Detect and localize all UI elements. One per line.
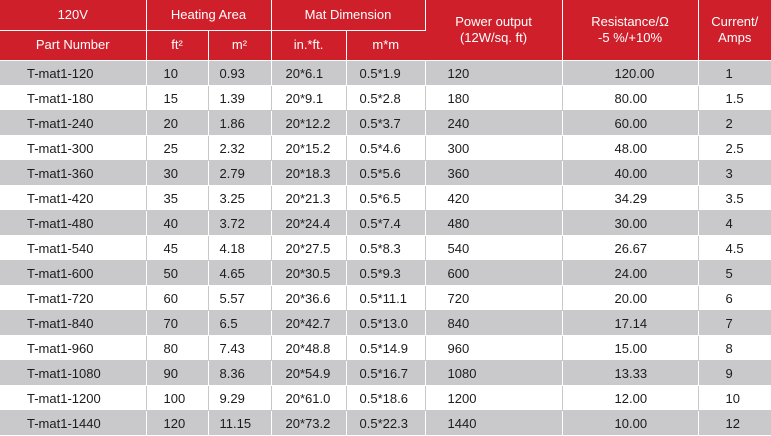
header-current (698, 0, 771, 61)
area-ft2-cell: 10 (146, 61, 208, 86)
resistance-cell: 13.33 (562, 361, 698, 386)
power-output-cell: 240 (425, 111, 562, 136)
power-output-cell: 300 (425, 136, 562, 161)
current-cell: 7 (698, 311, 771, 336)
area-ft2-cell: 70 (146, 311, 208, 336)
area-ft2-cell: 80 (146, 336, 208, 361)
resistance-cell: 12.00 (562, 386, 698, 411)
dimension-inft-cell: 20*36.6 (271, 286, 346, 311)
current-cell: 3.5 (698, 186, 771, 211)
area-ft2-cell: 40 (146, 211, 208, 236)
table-row (0, 211, 771, 236)
header-resistance-line1: Resistance/Ω (591, 13, 669, 29)
header-current-line2: Amps (718, 30, 752, 45)
part-number-cell: T-mat1-720 (0, 286, 146, 311)
dimension-inft-cell: 20*15.2 (271, 136, 346, 161)
resistance-cell: 48.00 (562, 136, 698, 161)
header-part-number: Part Number (0, 31, 146, 61)
header-power-output-line2: (12W/sq. ft) (459, 30, 528, 45)
dimension-inft-cell: 20*42.7 (271, 311, 346, 336)
dimension-inft-cell: 20*18.3 (271, 161, 346, 186)
part-number-cell: T-mat1-1200 (0, 386, 146, 411)
part-number-cell: T-mat1-960 (0, 336, 146, 361)
header-resistance (562, 0, 698, 61)
area-ft2-cell: 50 (146, 261, 208, 286)
header-current-line1: Current/ (711, 13, 759, 29)
resistance-cell: 17.14 (562, 311, 698, 336)
dimension-mm-cell: 0.5*4.6 (346, 136, 425, 161)
dimension-inft-cell: 20*6.1 (271, 61, 346, 86)
area-ft2-cell: 45 (146, 236, 208, 261)
current-cell: 4.5 (698, 236, 771, 261)
table-header (0, 0, 771, 61)
area-ft2-cell: 25 (146, 136, 208, 161)
dimension-mm-cell: 0.5*9.3 (346, 261, 425, 286)
resistance-cell: 80.00 (562, 86, 698, 111)
power-output-cell: 120 (425, 61, 562, 86)
header-m2: m² (208, 31, 271, 61)
dimension-mm-cell: 0.5*22.3 (346, 411, 425, 436)
dimension-mm-cell: 0.5*6.5 (346, 186, 425, 211)
area-ft2-cell: 90 (146, 361, 208, 386)
dimension-inft-cell: 20*21.3 (271, 186, 346, 211)
part-number-cell: T-mat1-420 (0, 186, 146, 211)
resistance-cell: 120.00 (562, 61, 698, 86)
table-row (0, 411, 771, 436)
header-mat-dimension: Mat Dimension (271, 0, 425, 31)
power-output-cell: 1080 (425, 361, 562, 386)
area-m2-cell: 2.79 (208, 161, 271, 186)
table-row (0, 236, 771, 261)
dimension-inft-cell: 20*24.4 (271, 211, 346, 236)
table-row (0, 111, 771, 136)
dimension-inft-cell: 20*73.2 (271, 411, 346, 436)
table-row (0, 386, 771, 411)
table-row (0, 361, 771, 386)
area-ft2-cell: 15 (146, 86, 208, 111)
area-ft2-cell: 35 (146, 186, 208, 211)
power-output-cell: 600 (425, 261, 562, 286)
table-row (0, 61, 771, 86)
area-m2-cell: 2.32 (208, 136, 271, 161)
dimension-mm-cell: 0.5*13.0 (346, 311, 425, 336)
dimension-mm-cell: 0.5*7.4 (346, 211, 425, 236)
header-m-m: m*m (346, 31, 425, 61)
current-cell: 2 (698, 111, 771, 136)
area-ft2-cell: 100 (146, 386, 208, 411)
current-cell: 5 (698, 261, 771, 286)
power-output-cell: 840 (425, 311, 562, 336)
resistance-cell: 20.00 (562, 286, 698, 311)
resistance-cell: 34.29 (562, 186, 698, 211)
area-m2-cell: 5.57 (208, 286, 271, 311)
area-m2-cell: 1.86 (208, 111, 271, 136)
dimension-inft-cell: 20*9.1 (271, 86, 346, 111)
dimension-mm-cell: 0.5*3.7 (346, 111, 425, 136)
dimension-mm-cell: 0.5*5.6 (346, 161, 425, 186)
power-output-cell: 540 (425, 236, 562, 261)
header-ft2: ft² (146, 31, 208, 61)
header-power-output-line1: Power output (455, 13, 532, 29)
current-cell: 9 (698, 361, 771, 386)
area-m2-cell: 9.29 (208, 386, 271, 411)
resistance-cell: 26.67 (562, 236, 698, 261)
header-row-top (0, 0, 771, 31)
area-m2-cell: 6.5 (208, 311, 271, 336)
area-m2-cell: 3.25 (208, 186, 271, 211)
power-output-cell: 1440 (425, 411, 562, 436)
header-resistance-line2: -5 %/+10% (598, 30, 662, 45)
area-m2-cell: 4.65 (208, 261, 271, 286)
power-output-cell: 480 (425, 211, 562, 236)
power-output-cell: 1200 (425, 386, 562, 411)
part-number-cell: T-mat1-180 (0, 86, 146, 111)
dimension-mm-cell: 0.5*1.9 (346, 61, 425, 86)
area-ft2-cell: 60 (146, 286, 208, 311)
area-m2-cell: 7.43 (208, 336, 271, 361)
part-number-cell: T-mat1-840 (0, 311, 146, 336)
table-row (0, 86, 771, 111)
part-number-cell: T-mat1-240 (0, 111, 146, 136)
table-row (0, 286, 771, 311)
part-number-cell: T-mat1-1080 (0, 361, 146, 386)
current-cell: 6 (698, 286, 771, 311)
current-cell: 8 (698, 336, 771, 361)
part-number-cell: T-mat1-120 (0, 61, 146, 86)
header-heating-area: Heating Area (146, 0, 271, 31)
current-cell: 12 (698, 411, 771, 436)
resistance-cell: 60.00 (562, 111, 698, 136)
table-row (0, 161, 771, 186)
power-output-cell: 180 (425, 86, 562, 111)
table-row (0, 136, 771, 161)
dimension-mm-cell: 0.5*11.1 (346, 286, 425, 311)
power-output-cell: 720 (425, 286, 562, 311)
power-output-cell: 360 (425, 161, 562, 186)
dimension-mm-cell: 0.5*2.8 (346, 86, 425, 111)
current-cell: 3 (698, 161, 771, 186)
area-m2-cell: 1.39 (208, 86, 271, 111)
dimension-mm-cell: 0.5*18.6 (346, 386, 425, 411)
header-voltage: 120V (0, 0, 146, 31)
area-ft2-cell: 20 (146, 111, 208, 136)
table-row (0, 261, 771, 286)
part-number-cell: T-mat1-1440 (0, 411, 146, 436)
dimension-inft-cell: 20*61.0 (271, 386, 346, 411)
table-row (0, 186, 771, 211)
part-number-cell: T-mat1-360 (0, 161, 146, 186)
part-number-cell: T-mat1-540 (0, 236, 146, 261)
dimension-inft-cell: 20*27.5 (271, 236, 346, 261)
area-m2-cell: 0.93 (208, 61, 271, 86)
resistance-cell: 30.00 (562, 211, 698, 236)
resistance-cell: 15.00 (562, 336, 698, 361)
area-ft2-cell: 30 (146, 161, 208, 186)
part-number-cell: T-mat1-300 (0, 136, 146, 161)
current-cell: 1.5 (698, 86, 771, 111)
table-row (0, 311, 771, 336)
area-m2-cell: 4.18 (208, 236, 271, 261)
part-number-cell: T-mat1-600 (0, 261, 146, 286)
current-cell: 10 (698, 386, 771, 411)
power-output-cell: 960 (425, 336, 562, 361)
power-output-cell: 420 (425, 186, 562, 211)
dimension-inft-cell: 20*54.9 (271, 361, 346, 386)
current-cell: 2.5 (698, 136, 771, 161)
dimension-inft-cell: 20*30.5 (271, 261, 346, 286)
resistance-cell: 10.00 (562, 411, 698, 436)
part-number-cell: T-mat1-480 (0, 211, 146, 236)
dimension-inft-cell: 20*12.2 (271, 111, 346, 136)
dimension-mm-cell: 0.5*8.3 (346, 236, 425, 261)
area-m2-cell: 8.36 (208, 361, 271, 386)
resistance-cell: 40.00 (562, 161, 698, 186)
area-ft2-cell: 120 (146, 411, 208, 436)
table-body (0, 61, 771, 436)
dimension-inft-cell: 20*48.8 (271, 336, 346, 361)
area-m2-cell: 3.72 (208, 211, 271, 236)
current-cell: 4 (698, 211, 771, 236)
dimension-mm-cell: 0.5*16.7 (346, 361, 425, 386)
resistance-cell: 24.00 (562, 261, 698, 286)
header-in-ft: in.*ft. (271, 31, 346, 61)
current-cell: 1 (698, 61, 771, 86)
area-m2-cell: 11.15 (208, 411, 271, 436)
table-row (0, 336, 771, 361)
dimension-mm-cell: 0.5*14.9 (346, 336, 425, 361)
header-power-output (425, 0, 562, 61)
